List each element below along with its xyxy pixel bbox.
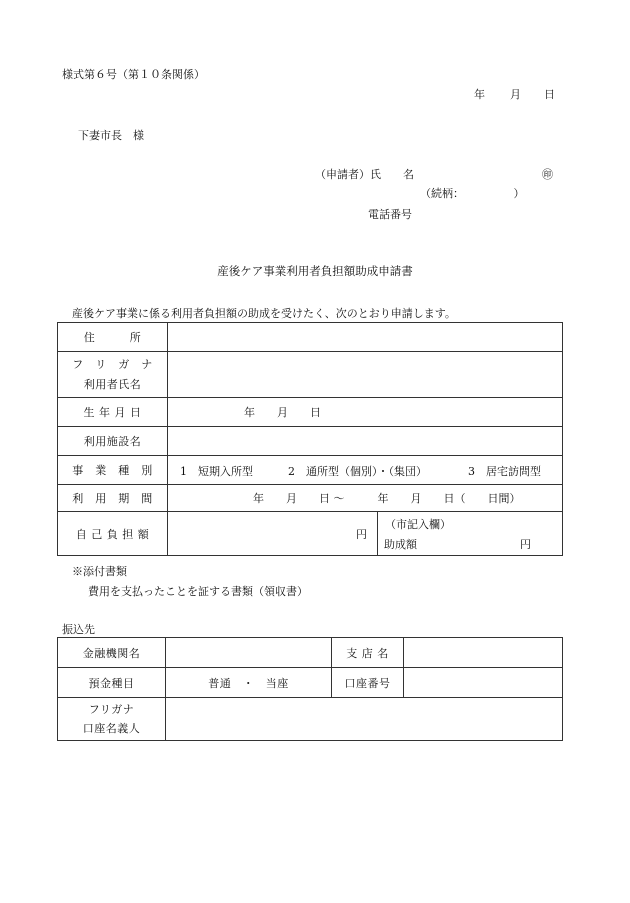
account-holder-label-cell [58,698,166,741]
subsidy-yen: 円 [520,538,531,551]
user-name-label: 利用者氏名 [83,377,142,391]
branch-label: 支 店 名 [332,638,404,668]
self-pay-label: 自 己 負 担 額 [58,512,168,556]
bank-table [57,637,563,741]
application-table [57,322,563,556]
self-pay-row [168,512,563,556]
furigana-label: フ リ ガ ナ [72,357,153,371]
period-value: 年 月 日 ～ 年 月 日（ 日間） [253,492,521,505]
user-name-input[interactable] [168,352,563,398]
date-year: 年 [474,88,485,101]
account-holder-input[interactable] [166,698,563,741]
period-input[interactable] [168,485,563,512]
intro-text: 産後ケア事業に係る利用者負担額の助成を受けたく、次のとおり申請します。 [72,307,456,320]
type-option-short-stay[interactable]: 1 短期入所型 [180,465,253,478]
bank-name-input[interactable] [166,638,332,668]
birth-label: 生 年 月 日 [58,398,168,427]
deposit-type-label: 預金種目 [58,668,166,698]
seal-mark: ㊞ [542,168,553,181]
facility-label: 利用施設名 [58,427,168,456]
applicant-name-label: （申請者）氏 名 [315,168,414,181]
bank-heading: 振込先 [62,623,95,636]
relationship-field: （続柄： ） [420,187,525,200]
date-day: 日 [544,88,555,101]
city-use-label: （市記入欄） [385,518,451,531]
deposit-type-value[interactable]: 普通 ・ 当座 [166,668,332,698]
facility-input[interactable] [168,427,563,456]
type-option-home-visit[interactable]: 3 居宅訪問型 [468,465,541,478]
date-month: 月 [510,88,521,101]
branch-input[interactable] [404,638,563,668]
attachments-heading: ※添付書類 [72,565,127,578]
self-pay-yen: 円 [356,528,367,541]
cell-divider [377,511,378,556]
bank-name-label: 金融機関名 [58,638,166,668]
account-number-input[interactable] [404,668,563,698]
phone-label: 電話番号 [368,208,412,221]
type-label: 事 業 種 別 [58,456,168,485]
holder-furigana-label: フリガナ [88,703,135,716]
attachments-item: 費用を支払ったことを証する書類（領収書） [88,585,308,598]
subsidy-label: 助成額 [384,538,417,551]
address-input[interactable] [168,323,563,352]
user-name-label-cell [58,352,168,398]
birth-value: 年 月 日 [244,406,321,419]
type-options[interactable] [168,456,563,485]
form-number: 様式第６号（第１０条関係） [62,68,205,81]
document-title: 産後ケア事業利用者負担額助成申請書 [217,264,413,278]
holder-label: 口座名義人 [82,722,141,735]
address-label: 住 所 [58,323,168,352]
birth-input[interactable] [168,398,563,427]
period-label: 利 用 期 間 [58,485,168,512]
addressee: 下妻市長 様 [78,129,144,142]
type-option-day-care[interactable]: 2 通所型（個別）・（集団） [288,465,427,478]
account-number-label: 口座番号 [332,668,404,698]
